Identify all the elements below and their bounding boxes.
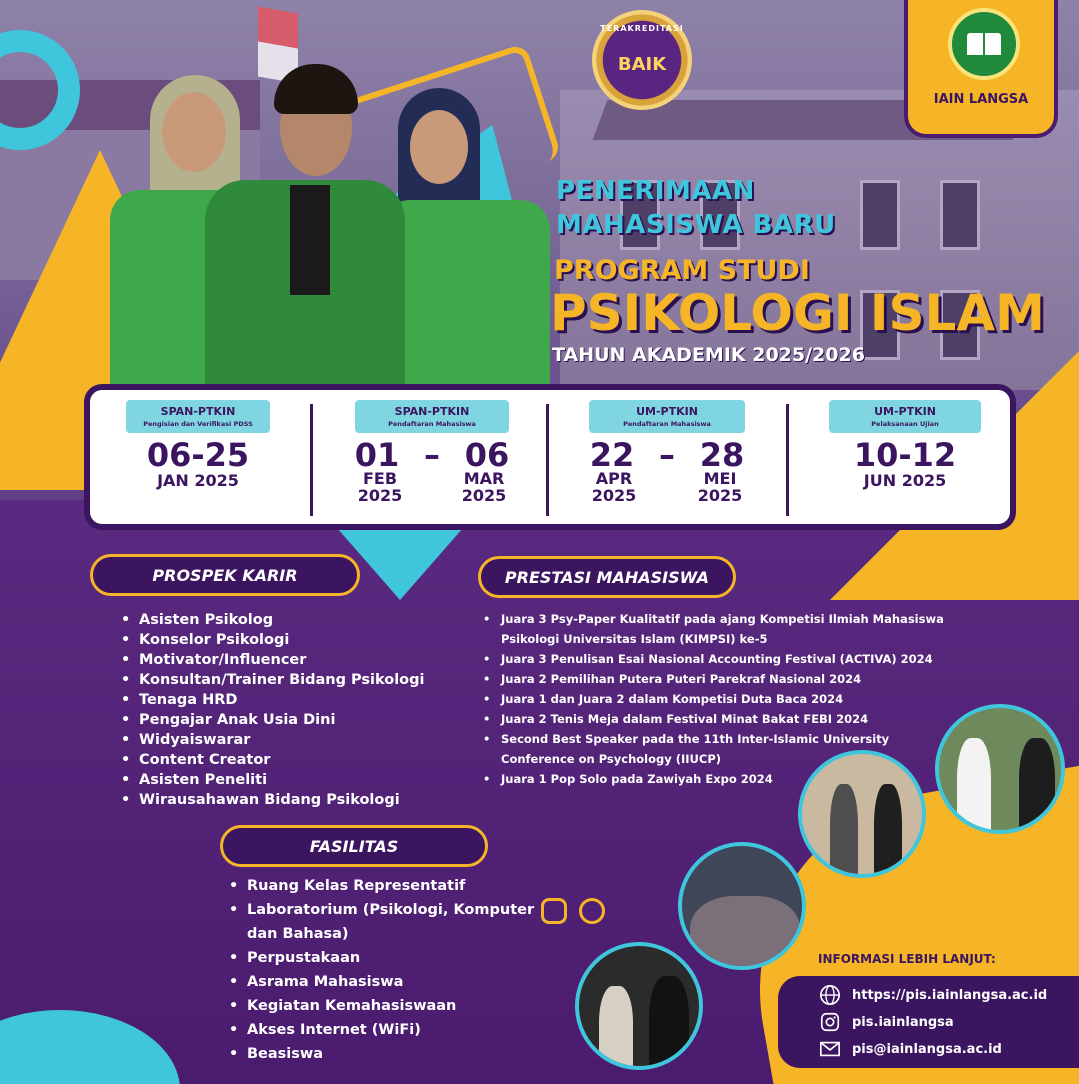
list-item: • Juara 1 dan Juara 2 dalam Kompetisi Duta Baca 2024 xyxy=(501,689,971,709)
list-item: • Juara 2 Pemilihan Putera Puteri Parekraf Nasional 2024 xyxy=(501,669,971,689)
prospek-karir-list xyxy=(139,610,425,810)
schedule-date: 10-12 xyxy=(853,436,957,474)
mail-icon xyxy=(818,1038,842,1060)
list-item: • Juara 3 Penulisan Esai Nasional Accounting Festival (ACTIVA) 2024 xyxy=(501,649,971,669)
prospek-karir-heading: PROSPEK KARIR xyxy=(90,554,360,596)
logo-name: IAIN LANGSA xyxy=(933,92,1029,107)
contact-email[interactable] xyxy=(818,1038,1002,1060)
schedule-subtitle: Pendaftaran Mahasiswa xyxy=(388,420,476,428)
list-item: • Asrama Mahasiswa xyxy=(247,970,537,994)
headline-line3: PROGRAM STUDI xyxy=(554,255,810,286)
schedule-card xyxy=(84,384,1016,530)
headline-year: TAHUN AKADEMIK 2025/2026 xyxy=(552,344,865,366)
list-item: • Content Creator xyxy=(139,750,425,770)
headline-line1: PENERIMAAN xyxy=(556,176,755,206)
headline-program: PSIKOLOGI ISLAM xyxy=(550,284,1045,342)
list-item: • Beasiswa xyxy=(247,1042,537,1066)
achievement-photo-3 xyxy=(678,842,806,970)
schedule-start-day: 22 xyxy=(589,436,635,474)
schedule-item-3 xyxy=(586,400,748,520)
schedule-dash: – xyxy=(659,436,675,474)
schedule-title: UM-PTKIN xyxy=(636,405,698,418)
list-item: • Kegiatan Kemahasiswaan xyxy=(247,994,537,1018)
email-text: pis@iainlangsa.ac.id xyxy=(852,1041,1002,1057)
list-item: • Pengajar Anak Usia Dini xyxy=(139,710,425,730)
list-item: • Asisten Psikolog xyxy=(139,610,425,630)
list-item: • Widyaiswarar xyxy=(139,730,425,750)
institution-logo xyxy=(904,0,1058,138)
list-item: • Konsultan/Trainer Bidang Psikologi xyxy=(139,670,425,690)
list-item: • Motivator/Influencer xyxy=(139,650,425,670)
list-item: • Juara 2 Tenis Meja dalam Festival Minat Bakat FEBI 2024 xyxy=(501,709,971,729)
schedule-title: SPAN-PTKIN xyxy=(394,405,470,418)
list-item: • Juara 3 Psy-Paper Kualitatif pada ajang Kompetisi Ilmiah Mahasiswa Psikologi Universitas Islam (KIMPSI) ke-5 xyxy=(501,609,971,649)
list-item: • Juara 1 Pop Solo pada Zawiyah Expo 2024 xyxy=(501,769,971,789)
list-item: • Perpustakaan xyxy=(247,946,537,970)
schedule-item-1 xyxy=(118,400,278,520)
schedule-start-month: APR xyxy=(595,469,633,488)
globe-icon xyxy=(818,984,842,1006)
schedule-end-day: 06 xyxy=(464,436,510,474)
achievement-photo-1 xyxy=(935,704,1065,834)
schedule-end-day: 28 xyxy=(699,436,745,474)
list-item: • Laboratorium (Psikologi, Komputer dan Bahasa) xyxy=(247,898,537,946)
schedule-end-month: MEI xyxy=(703,469,737,488)
contact-heading: INFORMASI LEBIH LANJUT: xyxy=(818,952,996,966)
list-item: • Konselor Psikologi xyxy=(139,630,425,650)
contact-website[interactable] xyxy=(818,984,1047,1006)
book-emblem-icon xyxy=(948,8,1020,80)
accreditation-badge xyxy=(592,10,692,110)
prestasi-heading: PRESTASI MAHASISWA xyxy=(478,556,736,598)
schedule-end-year: 2025 xyxy=(697,485,743,505)
schedule-subtitle: Pelaksanaan Ujian xyxy=(871,420,939,428)
schedule-dash: – xyxy=(424,436,440,474)
schedule-end-month: MAR xyxy=(463,469,505,488)
list-item: • Wirausahawan Bidang Psikologi xyxy=(139,790,425,810)
schedule-item-4 xyxy=(826,400,984,520)
schedule-title: SPAN-PTKIN xyxy=(160,405,236,418)
contact-instagram[interactable] xyxy=(818,1011,954,1033)
list-item: • Tenaga HRD xyxy=(139,690,425,710)
schedule-month: JUN 2025 xyxy=(863,471,947,490)
schedule-start-year: 2025 xyxy=(591,485,637,505)
schedule-subtitle: Pendaftaran Mahasiswa xyxy=(623,420,711,428)
list-item: • Ruang Kelas Representatif xyxy=(247,874,537,898)
achievement-photo-2 xyxy=(798,750,926,878)
headline-line2: MAHASISWA BARU xyxy=(556,210,836,240)
schedule-month: JAN 2025 xyxy=(157,471,239,490)
fasilitas-list xyxy=(247,874,537,1066)
instagram-icon xyxy=(818,1011,842,1033)
schedule-item-2 xyxy=(352,400,512,520)
schedule-date: 06-25 xyxy=(146,436,250,474)
badge-main-text: BAIK xyxy=(617,53,667,75)
schedule-start-month: FEB xyxy=(362,469,398,488)
schedule-end-year: 2025 xyxy=(461,485,507,505)
badge-top-text: TERAKREDITASI xyxy=(600,24,684,33)
achievement-photo-4 xyxy=(575,942,703,1070)
schedule-title: UM-PTKIN xyxy=(874,405,936,418)
list-item: • Asisten Peneliti xyxy=(139,770,425,790)
list-item: • Akses Internet (WiFi) xyxy=(247,1018,537,1042)
list-item: • Second Best Speaker pada the 11th Inter-Islamic University Conference on Psychology (IIUCP) xyxy=(501,729,921,769)
website-text: https://pis.iainlangsa.ac.id xyxy=(852,987,1048,1003)
contact-box xyxy=(778,976,1079,1068)
schedule-start-year: 2025 xyxy=(357,485,403,505)
fasilitas-heading: FASILITAS xyxy=(220,825,488,867)
schedule-start-day: 01 xyxy=(354,436,400,474)
instagram-text: pis.iainlangsa xyxy=(852,1014,954,1030)
schedule-subtitle: Pengisian dan Verifikasi PDSS xyxy=(143,420,253,428)
